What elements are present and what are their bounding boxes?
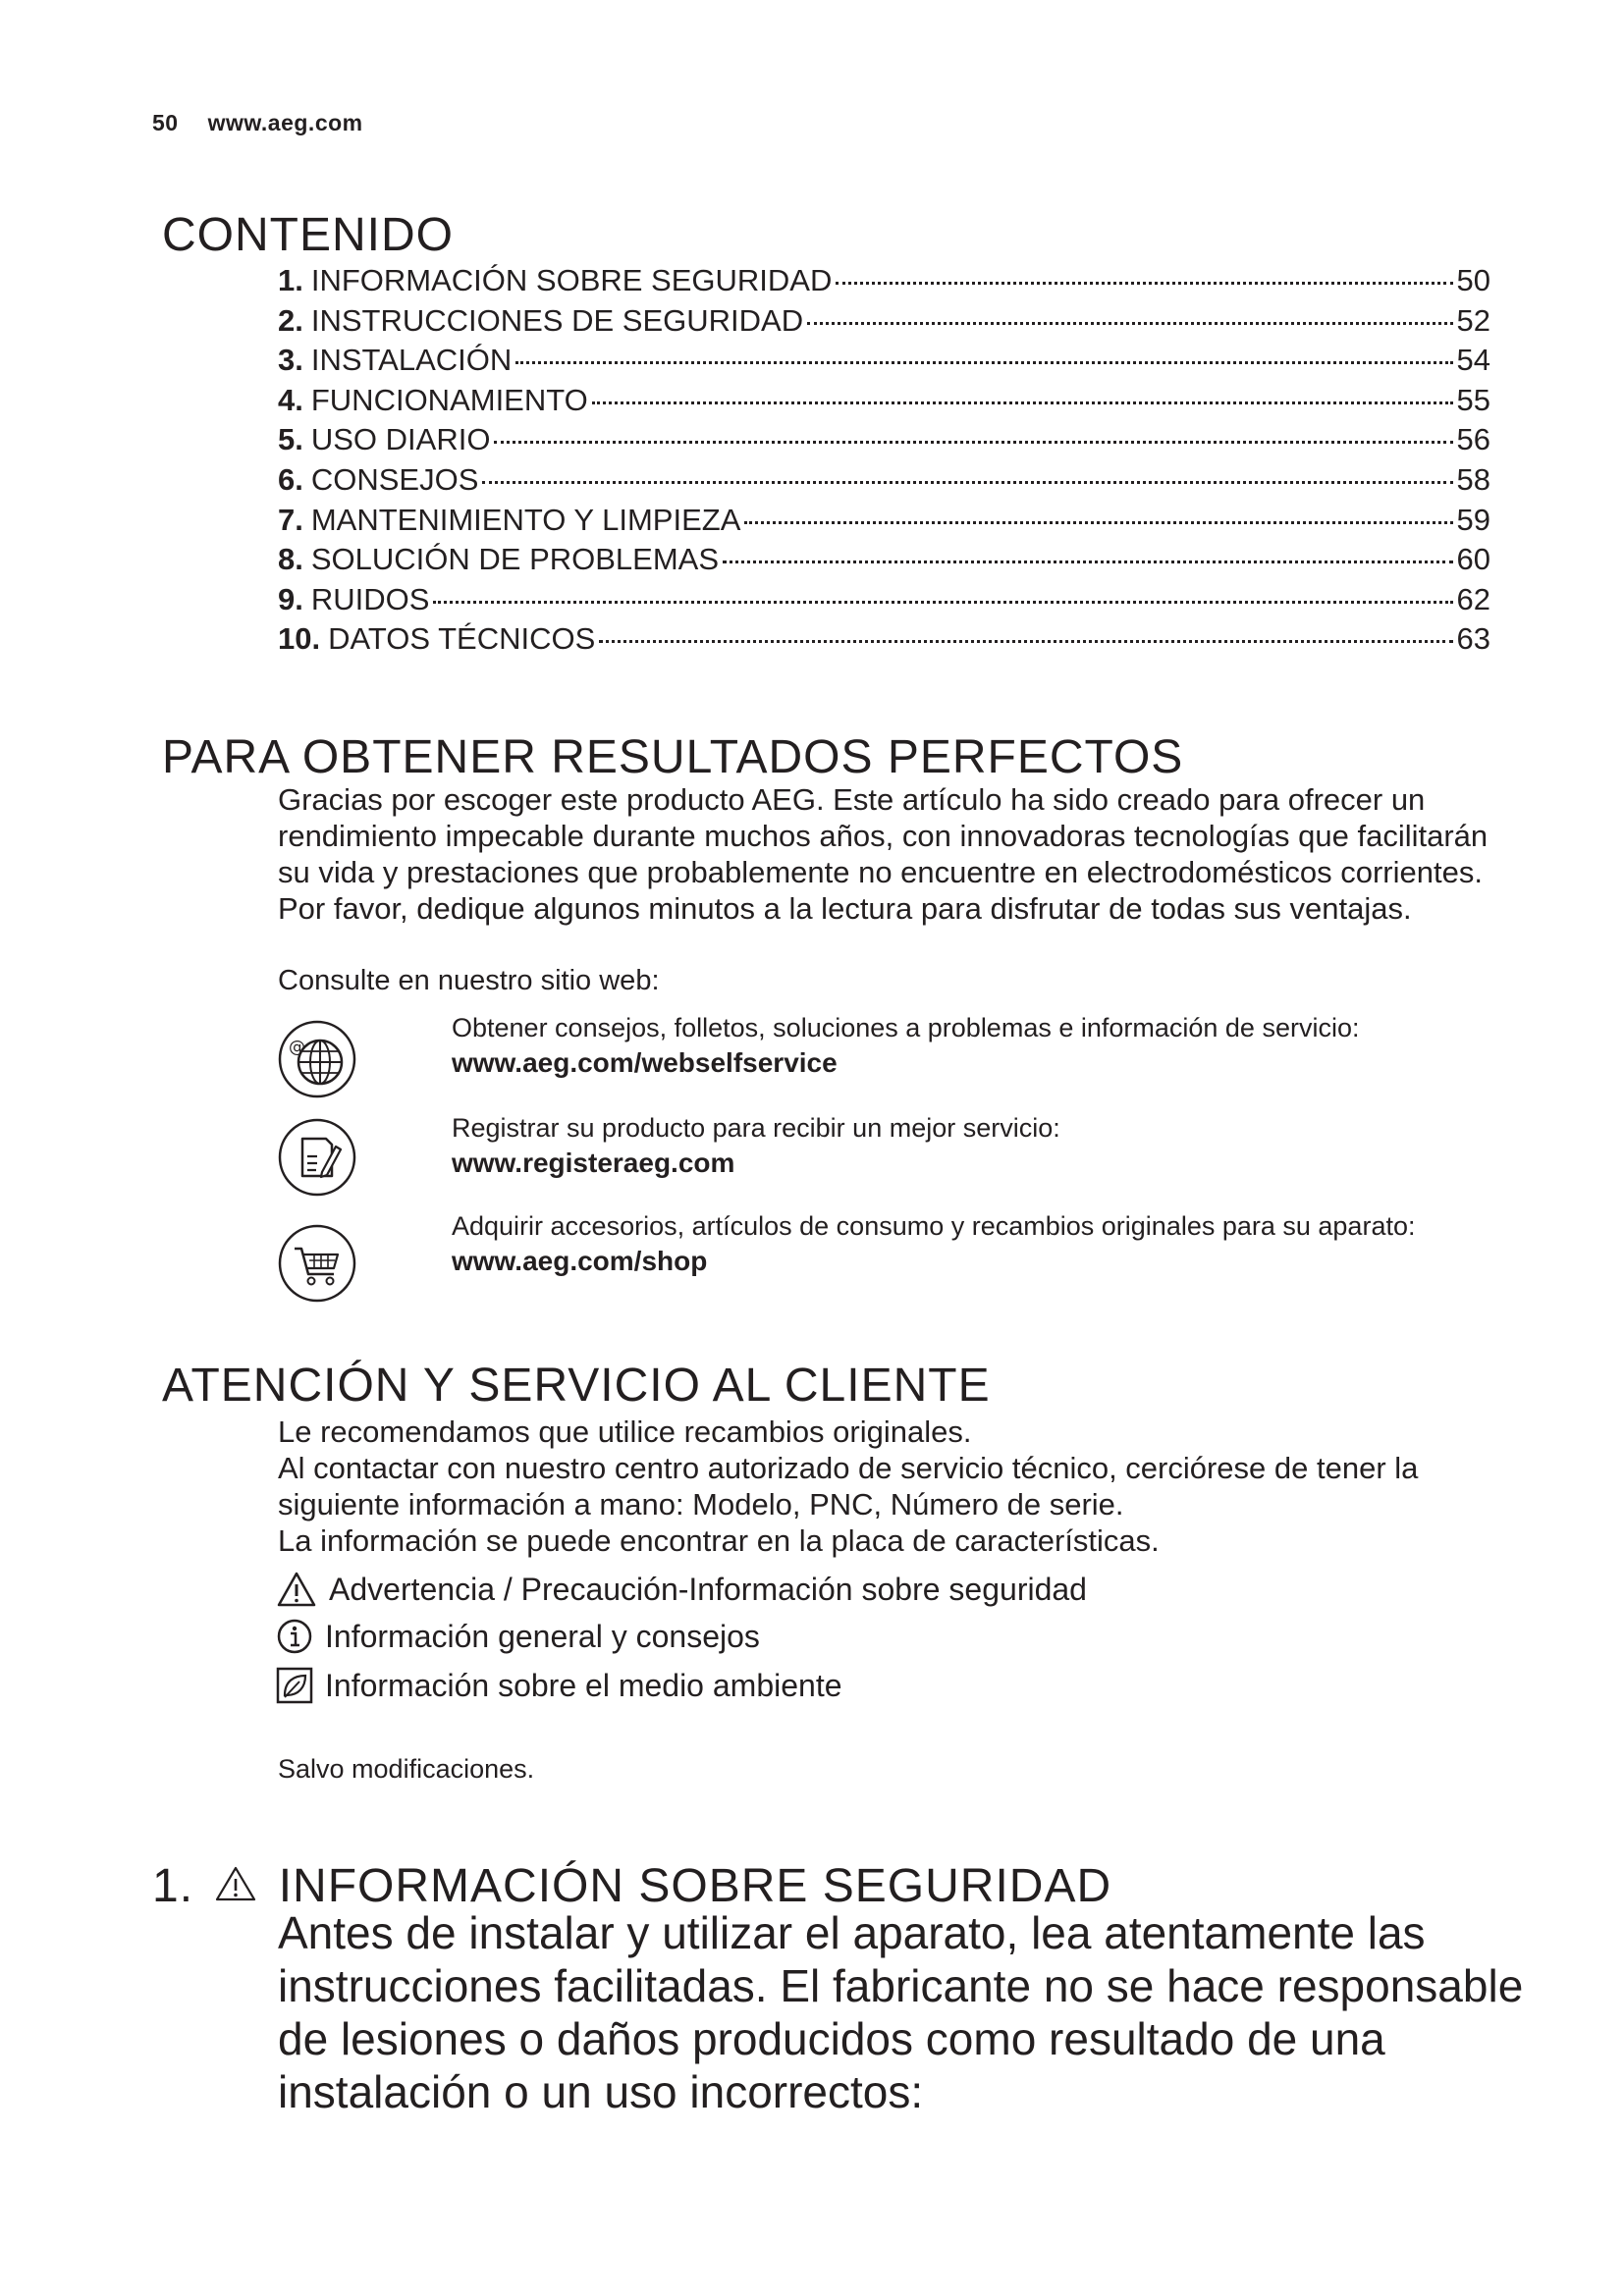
toc-item-label: DATOS TÉCNICOS <box>328 621 596 657</box>
customer-care-text <box>278 1414 1495 1559</box>
info-circle-icon <box>276 1618 313 1655</box>
toc-leader-dots <box>744 521 1452 524</box>
toc-item-page: 60 <box>1456 542 1490 577</box>
toc-item-label: USO DIARIO <box>310 422 491 457</box>
service-webselfservice <box>452 1011 1492 1080</box>
registeraeg-link[interactable]: www.registeraeg.com <box>452 1148 735 1178</box>
toc-item-label: INSTALACIÓN <box>310 343 513 378</box>
toc-item-number: 3. <box>278 343 303 378</box>
seguridad-intro: Antes de instalar y utilizar el aparato, lea atentamente las instrucciones facilitadas. El fabricante no se hace responsable de lesiones o daños producidos como resultado de una instalación o un uso incorrectos: <box>278 1907 1524 2117</box>
toc-item[interactable] <box>278 462 1490 503</box>
toc-item[interactable] <box>278 422 1490 462</box>
toc-item-label: MANTENIMIENTO Y LIMPIEZA <box>310 502 741 537</box>
toc-leader-dots <box>599 640 1452 643</box>
toc-leader-dots <box>807 322 1452 325</box>
toc-leader-dots <box>836 282 1452 285</box>
svg-text:@: @ <box>289 1038 305 1057</box>
toc-item[interactable] <box>278 542 1490 582</box>
toc-leader-dots <box>494 441 1452 444</box>
toc-item-number: 10. <box>278 621 321 657</box>
toc-item-label: SOLUCIÓN DE PROBLEMAS <box>310 542 720 577</box>
toc-item-number: 6. <box>278 461 303 497</box>
legend-environment <box>276 1667 842 1704</box>
toc-leader-dots <box>433 601 1452 604</box>
toc-item-page: 59 <box>1456 502 1490 537</box>
service-shop <box>452 1209 1492 1278</box>
legend-label: Información general y consejos <box>325 1618 760 1654</box>
toc-item-page: 54 <box>1456 343 1490 378</box>
toc-item-page: 50 <box>1456 263 1490 297</box>
service-register <box>452 1111 1492 1180</box>
toc-item[interactable] <box>278 582 1490 622</box>
care-line: Al contactar con nuestro centro autorizado de servicio técnico, cerciórese de tener la siguiente información a mano: Modelo, PNC, Número de serie. <box>278 1451 1419 1522</box>
toc-item-number: 8. <box>278 542 303 577</box>
toc-leader-dots <box>723 561 1453 563</box>
legend-label: Advertencia / Precaución-Información sobre seguridad <box>329 1571 1087 1607</box>
service-description: Obtener consejos, folletos, soluciones a problemas e información de servicio: <box>452 1013 1360 1042</box>
toc-item-label: FUNCIONAMIENTO <box>310 382 588 417</box>
atencion-heading: ATENCIÓN Y SERVICIO AL CLIENTE <box>162 1360 991 1413</box>
toc-item-label: RUIDOS <box>310 581 430 616</box>
salvo-note: Salvo modificaciones. <box>278 1754 535 1784</box>
toc-item-page: 52 <box>1456 302 1490 338</box>
toc-item-label: CONSEJOS <box>310 461 479 497</box>
toc-leader-dots <box>592 401 1453 404</box>
toc-item[interactable] <box>278 621 1490 662</box>
warning-triangle-icon <box>276 1571 317 1608</box>
toc-item-page: 58 <box>1456 461 1490 497</box>
toc-item-label: INFORMACIÓN SOBRE SEGURIDAD <box>310 263 833 297</box>
header-site-link[interactable]: www.aeg.com <box>207 110 363 135</box>
service-description: Registrar su producto para recibir un mejor servicio: <box>452 1113 1060 1143</box>
shopping-cart-icon <box>277 1223 357 1304</box>
legend-label: Información sobre el medio ambiente <box>325 1667 842 1703</box>
toc-item-page: 62 <box>1456 581 1490 616</box>
toc-item-number: 7. <box>278 502 303 537</box>
toc-item[interactable] <box>278 503 1490 543</box>
legend-info <box>276 1618 760 1655</box>
toc-leader-dots <box>482 481 1452 484</box>
toc-item-page: 56 <box>1456 422 1490 457</box>
section-number: 1. <box>152 1860 194 1913</box>
webselfservice-link[interactable]: www.aeg.com/webselfservice <box>452 1047 838 1078</box>
toc-item-page: 63 <box>1456 621 1490 657</box>
toc-leader-dots <box>515 361 1452 364</box>
section-title: INFORMACIÓN SOBRE SEGURIDAD <box>278 1860 1112 1913</box>
legend-warning <box>276 1571 1087 1608</box>
seguridad-heading <box>152 1859 1111 1913</box>
intro-paragraph: Gracias por escoger este producto AEG. Este artículo ha sido creado para ofrecer un rendimiento impecable durante muchos años, con innovadoras tecnologías que facilitarán su vida y prestaciones que probablemente no encuentre en electrodomésticos corrientes. Por favor, dedique algunos minutos a la lectura para disfrutar de todas sus ventajas. <box>278 782 1489 926</box>
toc-item-label: INSTRUCCIONES DE SEGURIDAD <box>310 302 804 338</box>
shop-link[interactable]: www.aeg.com/shop <box>452 1246 708 1276</box>
table-of-contents <box>278 263 1490 662</box>
register-form-icon <box>277 1117 357 1198</box>
toc-item[interactable] <box>278 303 1490 344</box>
toc-item-number: 9. <box>278 581 303 616</box>
web-globe-icon <box>277 1019 357 1099</box>
resultados-heading: PARA OBTENER RESULTADOS PERFECTOS <box>162 731 1184 784</box>
page-number: 50 <box>152 110 179 135</box>
toc-item-number: 4. <box>278 382 303 417</box>
toc-item-page: 55 <box>1456 382 1490 417</box>
toc-item-number: 5. <box>278 422 303 457</box>
care-line: La información se puede encontrar en la placa de características. <box>278 1523 1160 1558</box>
toc-item-number: 2. <box>278 302 303 338</box>
toc-item-number: 1. <box>278 263 303 297</box>
environment-leaf-icon <box>276 1667 313 1704</box>
toc-item[interactable] <box>278 263 1490 303</box>
page-header <box>152 110 363 136</box>
warning-triangle-icon <box>213 1864 258 1903</box>
contenido-heading: CONTENIDO <box>162 209 454 262</box>
care-line: Le recomendamos que utilice recambios originales. <box>278 1415 972 1449</box>
consulte-line: Consulte en nuestro sitio web: <box>278 965 660 996</box>
toc-item[interactable] <box>278 343 1490 383</box>
service-description: Adquirir accesorios, artículos de consumo y recambios originales para su aparato: <box>452 1211 1416 1241</box>
toc-item[interactable] <box>278 383 1490 423</box>
